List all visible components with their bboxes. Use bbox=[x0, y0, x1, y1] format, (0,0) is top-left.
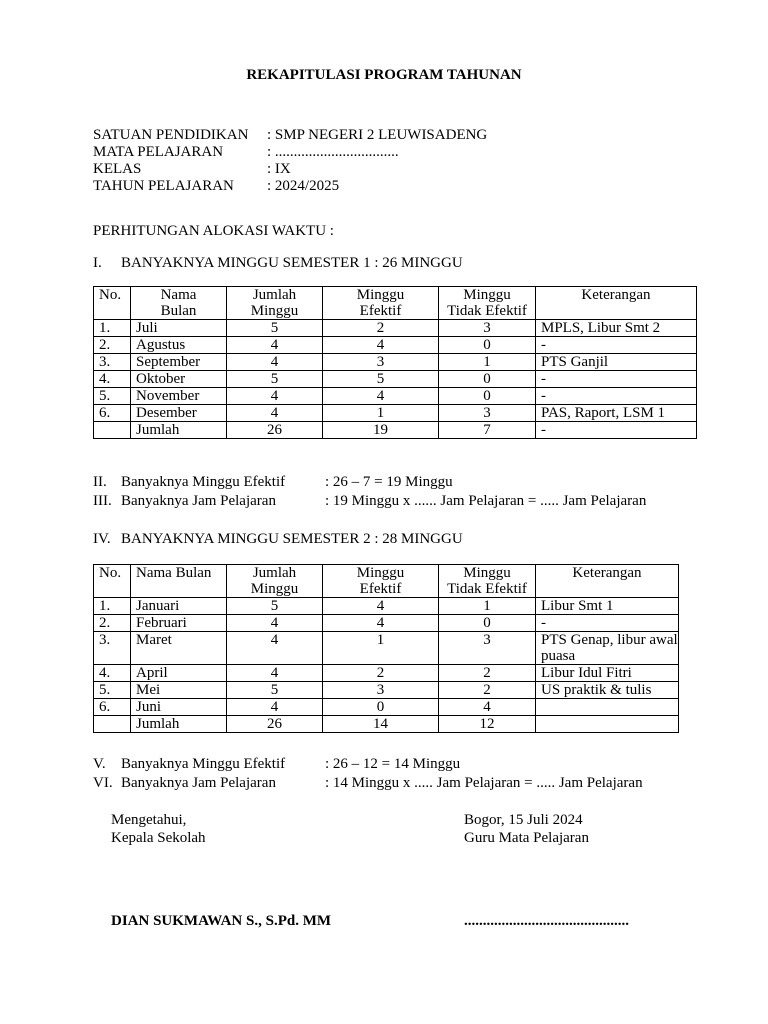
cell-col-no: 4. bbox=[94, 371, 131, 388]
cell-col-minggu-efektif: 2 bbox=[323, 320, 439, 337]
cell-col-bulan: Mei bbox=[131, 682, 227, 699]
cell-col-minggu-efektif: 4 bbox=[323, 598, 439, 615]
alokasi-heading: PERHITUNGAN ALOKASI WAKTU : bbox=[93, 223, 334, 239]
summary-v bbox=[93, 756, 460, 773]
summary-value: : 19 Minggu x ...... Jam Pelajaran = ..... Jam Pelajaran bbox=[325, 493, 647, 509]
cell-col-minggu-tidak-efektif: 7 bbox=[439, 422, 536, 439]
guru-label: Guru Mata Pelajaran bbox=[464, 830, 589, 846]
summary-label: Banyaknya Minggu Efektif bbox=[121, 756, 286, 772]
summary-number: II. bbox=[93, 474, 107, 490]
cell-col-minggu-efektif: 1 bbox=[323, 632, 439, 665]
cell-col-no: 1. bbox=[94, 598, 131, 615]
cell-col-minggu-efektif: 1 bbox=[323, 405, 439, 422]
info-label: SATUAN PENDIDIKAN bbox=[93, 127, 249, 143]
cell-col-keterangan: Libur Smt 1 bbox=[536, 598, 679, 615]
cell-col-keterangan: PAS, Raport, LSM 1 bbox=[536, 405, 697, 422]
cell-col-minggu-tidak-efektif: 3 bbox=[439, 632, 536, 665]
cell-col-minggu-efektif: 0 bbox=[323, 699, 439, 716]
document-title: REKAPITULASI PROGRAM TAHUNAN bbox=[246, 67, 522, 83]
summary-label: Banyaknya Jam Pelajaran bbox=[121, 493, 276, 509]
info-row-satuan bbox=[93, 127, 487, 144]
header-col-no: No. bbox=[94, 287, 131, 320]
cell-col-keterangan: - bbox=[536, 337, 697, 354]
info-value: : 2024/2025 bbox=[267, 178, 340, 194]
cell-col-minggu-tidak-efektif: 3 bbox=[439, 320, 536, 337]
table-header-row bbox=[94, 565, 679, 598]
table-row bbox=[94, 716, 679, 733]
summary-value: : 26 – 12 = 14 Minggu bbox=[325, 756, 461, 772]
info-label: KELAS bbox=[93, 161, 142, 177]
summary-iii bbox=[93, 493, 646, 510]
info-value: : SMP NEGERI 2 LEUWISADENG bbox=[267, 127, 488, 143]
cell-col-keterangan: MPLS, Libur Smt 2 bbox=[536, 320, 697, 337]
cell-col-bulan: Januari bbox=[131, 598, 227, 615]
place-date: Bogor, 15 Juli 2024 bbox=[464, 812, 583, 828]
section-number: I. bbox=[93, 255, 102, 271]
guru-name-placeholder: ............................................ bbox=[464, 913, 629, 929]
cell-col-no: 5. bbox=[94, 682, 131, 699]
cell-col-jumlah-minggu: 4 bbox=[227, 337, 323, 354]
cell-col-no: 1. bbox=[94, 320, 131, 337]
header-col-minggu-efektif: Minggu Efektif bbox=[323, 565, 439, 598]
cell-col-minggu-efektif: 3 bbox=[323, 354, 439, 371]
cell-col-minggu-tidak-efektif: 0 bbox=[439, 388, 536, 405]
info-value: : IX bbox=[267, 161, 291, 177]
semester-2-table bbox=[93, 564, 679, 733]
cell-col-minggu-efektif: 19 bbox=[323, 422, 439, 439]
cell-col-keterangan: - bbox=[536, 371, 697, 388]
header-col-minggu-tidak-efektif: Minggu Tidak Efektif bbox=[439, 565, 536, 598]
cell-col-no: 3. bbox=[94, 632, 131, 665]
table-row bbox=[94, 665, 679, 682]
cell-col-bulan: September bbox=[131, 354, 227, 371]
header-col-bulan: Nama Bulan bbox=[131, 287, 227, 320]
section-text: BANYAKNYA MINGGU SEMESTER 1 : 26 MINGGU bbox=[121, 255, 463, 271]
cell-col-keterangan: Libur Idul Fitri bbox=[536, 665, 679, 682]
cell-col-bulan: Maret bbox=[131, 632, 227, 665]
header-col-bulan: Nama Bulan bbox=[131, 565, 227, 598]
kepala-sekolah-label: Kepala Sekolah bbox=[111, 830, 206, 846]
kepala-sekolah-name: DIAN SUKMAWAN S., S.Pd. MM bbox=[111, 913, 332, 929]
cell-col-minggu-efektif: 2 bbox=[323, 665, 439, 682]
cell-col-bulan: April bbox=[131, 665, 227, 682]
header-col-no: No. bbox=[94, 565, 131, 598]
cell-col-jumlah-minggu: 4 bbox=[227, 632, 323, 665]
cell-col-minggu-efektif: 4 bbox=[323, 337, 439, 354]
cell-col-keterangan: - bbox=[536, 422, 697, 439]
cell-col-bulan: November bbox=[131, 388, 227, 405]
cell-col-no: 4. bbox=[94, 665, 131, 682]
table-row bbox=[94, 422, 697, 439]
table-row bbox=[94, 371, 697, 388]
cell-col-no: 6. bbox=[94, 405, 131, 422]
summary-value: : 26 – 7 = 19 Minggu bbox=[325, 474, 453, 490]
summary-number: VI. bbox=[93, 775, 113, 791]
cell-col-no: 3. bbox=[94, 354, 131, 371]
summary-number: III. bbox=[93, 493, 112, 509]
cell-col-jumlah-minggu: 5 bbox=[227, 371, 323, 388]
header-col-minggu-efektif: Minggu Efektif bbox=[323, 287, 439, 320]
cell-col-minggu-tidak-efektif: 0 bbox=[439, 371, 536, 388]
cell-col-minggu-tidak-efektif: 1 bbox=[439, 598, 536, 615]
semester-1-table bbox=[93, 286, 697, 439]
summary-value: : 14 Minggu x ..... Jam Pelajaran = ..... Jam Pelajaran bbox=[325, 775, 643, 791]
info-row-tahun bbox=[93, 178, 339, 195]
cell-col-keterangan: PTS Ganjil bbox=[536, 354, 697, 371]
cell-col-minggu-tidak-efektif: 2 bbox=[439, 682, 536, 699]
signature-left bbox=[111, 811, 206, 847]
cell-col-jumlah-minggu: 4 bbox=[227, 405, 323, 422]
cell-col-bulan: Juni bbox=[131, 699, 227, 716]
cell-col-jumlah-minggu: 4 bbox=[227, 665, 323, 682]
cell-col-no: 2. bbox=[94, 615, 131, 632]
cell-col-jumlah-minggu: 26 bbox=[227, 716, 323, 733]
cell-col-minggu-tidak-efektif: 3 bbox=[439, 405, 536, 422]
summary-label: Banyaknya Jam Pelajaran bbox=[121, 775, 276, 791]
cell-col-bulan: Jumlah bbox=[131, 716, 227, 733]
cell-col-jumlah-minggu: 4 bbox=[227, 699, 323, 716]
header-col-jumlah-minggu: Jumlah Minggu bbox=[227, 565, 323, 598]
mengetahui-label: Mengetahui, bbox=[111, 812, 187, 828]
summary-ii bbox=[93, 474, 453, 491]
cell-col-keterangan: PTS Genap, libur awal puasa bbox=[536, 632, 679, 665]
table-row bbox=[94, 405, 697, 422]
cell-col-minggu-efektif: 14 bbox=[323, 716, 439, 733]
signature-right bbox=[464, 811, 589, 847]
cell-col-jumlah-minggu: 5 bbox=[227, 682, 323, 699]
summary-vi bbox=[93, 775, 643, 792]
cell-col-bulan: Februari bbox=[131, 615, 227, 632]
cell-col-no bbox=[94, 716, 131, 733]
table-row bbox=[94, 699, 679, 716]
table-row bbox=[94, 632, 679, 665]
cell-col-minggu-efektif: 5 bbox=[323, 371, 439, 388]
cell-col-keterangan: - bbox=[536, 388, 697, 405]
cell-col-jumlah-minggu: 5 bbox=[227, 320, 323, 337]
cell-col-keterangan: US praktik & tulis bbox=[536, 682, 679, 699]
table-row bbox=[94, 598, 679, 615]
header-col-minggu-tidak-efektif: Minggu Tidak Efektif bbox=[439, 287, 536, 320]
section-number: IV. bbox=[93, 531, 111, 547]
table-row bbox=[94, 354, 697, 371]
cell-col-bulan: Agustus bbox=[131, 337, 227, 354]
cell-col-no bbox=[94, 422, 131, 439]
cell-col-minggu-tidak-efektif: 0 bbox=[439, 337, 536, 354]
cell-col-no: 6. bbox=[94, 699, 131, 716]
header-col-keterangan: Keterangan bbox=[536, 287, 697, 320]
summary-label: Banyaknya Minggu Efektif bbox=[121, 474, 286, 490]
cell-col-jumlah-minggu: 4 bbox=[227, 615, 323, 632]
info-row-kelas bbox=[93, 161, 291, 178]
cell-col-bulan: Jumlah bbox=[131, 422, 227, 439]
section-text: BANYAKNYA MINGGU SEMESTER 2 : 28 MINGGU bbox=[121, 531, 463, 547]
table-row bbox=[94, 388, 697, 405]
cell-col-jumlah-minggu: 26 bbox=[227, 422, 323, 439]
cell-col-no: 5. bbox=[94, 388, 131, 405]
table-row bbox=[94, 320, 697, 337]
cell-col-bulan: Juli bbox=[131, 320, 227, 337]
cell-col-minggu-tidak-efektif: 4 bbox=[439, 699, 536, 716]
table-header-row bbox=[94, 287, 697, 320]
info-label: MATA PELAJARAN bbox=[93, 144, 224, 160]
info-value: : ................................. bbox=[267, 144, 399, 160]
cell-col-jumlah-minggu: 4 bbox=[227, 388, 323, 405]
cell-col-keterangan bbox=[536, 699, 679, 716]
cell-col-minggu-tidak-efektif: 2 bbox=[439, 665, 536, 682]
header-col-keterangan: Keterangan bbox=[536, 565, 679, 598]
table-row bbox=[94, 337, 697, 354]
cell-col-jumlah-minggu: 5 bbox=[227, 598, 323, 615]
section-2-heading bbox=[93, 531, 463, 548]
cell-col-keterangan bbox=[536, 716, 679, 733]
section-1-heading bbox=[93, 255, 463, 272]
info-label: TAHUN PELAJARAN bbox=[93, 178, 234, 194]
cell-col-minggu-tidak-efektif: 0 bbox=[439, 615, 536, 632]
info-row-mapel bbox=[93, 144, 399, 161]
cell-col-minggu-tidak-efektif: 1 bbox=[439, 354, 536, 371]
cell-col-bulan: Oktober bbox=[131, 371, 227, 388]
cell-col-minggu-efektif: 4 bbox=[323, 615, 439, 632]
cell-col-bulan: Desember bbox=[131, 405, 227, 422]
cell-col-no: 2. bbox=[94, 337, 131, 354]
header-col-jumlah-minggu: Jumlah Minggu bbox=[227, 287, 323, 320]
table-row bbox=[94, 615, 679, 632]
cell-col-keterangan: - bbox=[536, 615, 679, 632]
summary-number: V. bbox=[93, 756, 106, 772]
table-row bbox=[94, 682, 679, 699]
cell-col-minggu-efektif: 4 bbox=[323, 388, 439, 405]
cell-col-minggu-efektif: 3 bbox=[323, 682, 439, 699]
cell-col-minggu-tidak-efektif: 12 bbox=[439, 716, 536, 733]
cell-col-jumlah-minggu: 4 bbox=[227, 354, 323, 371]
